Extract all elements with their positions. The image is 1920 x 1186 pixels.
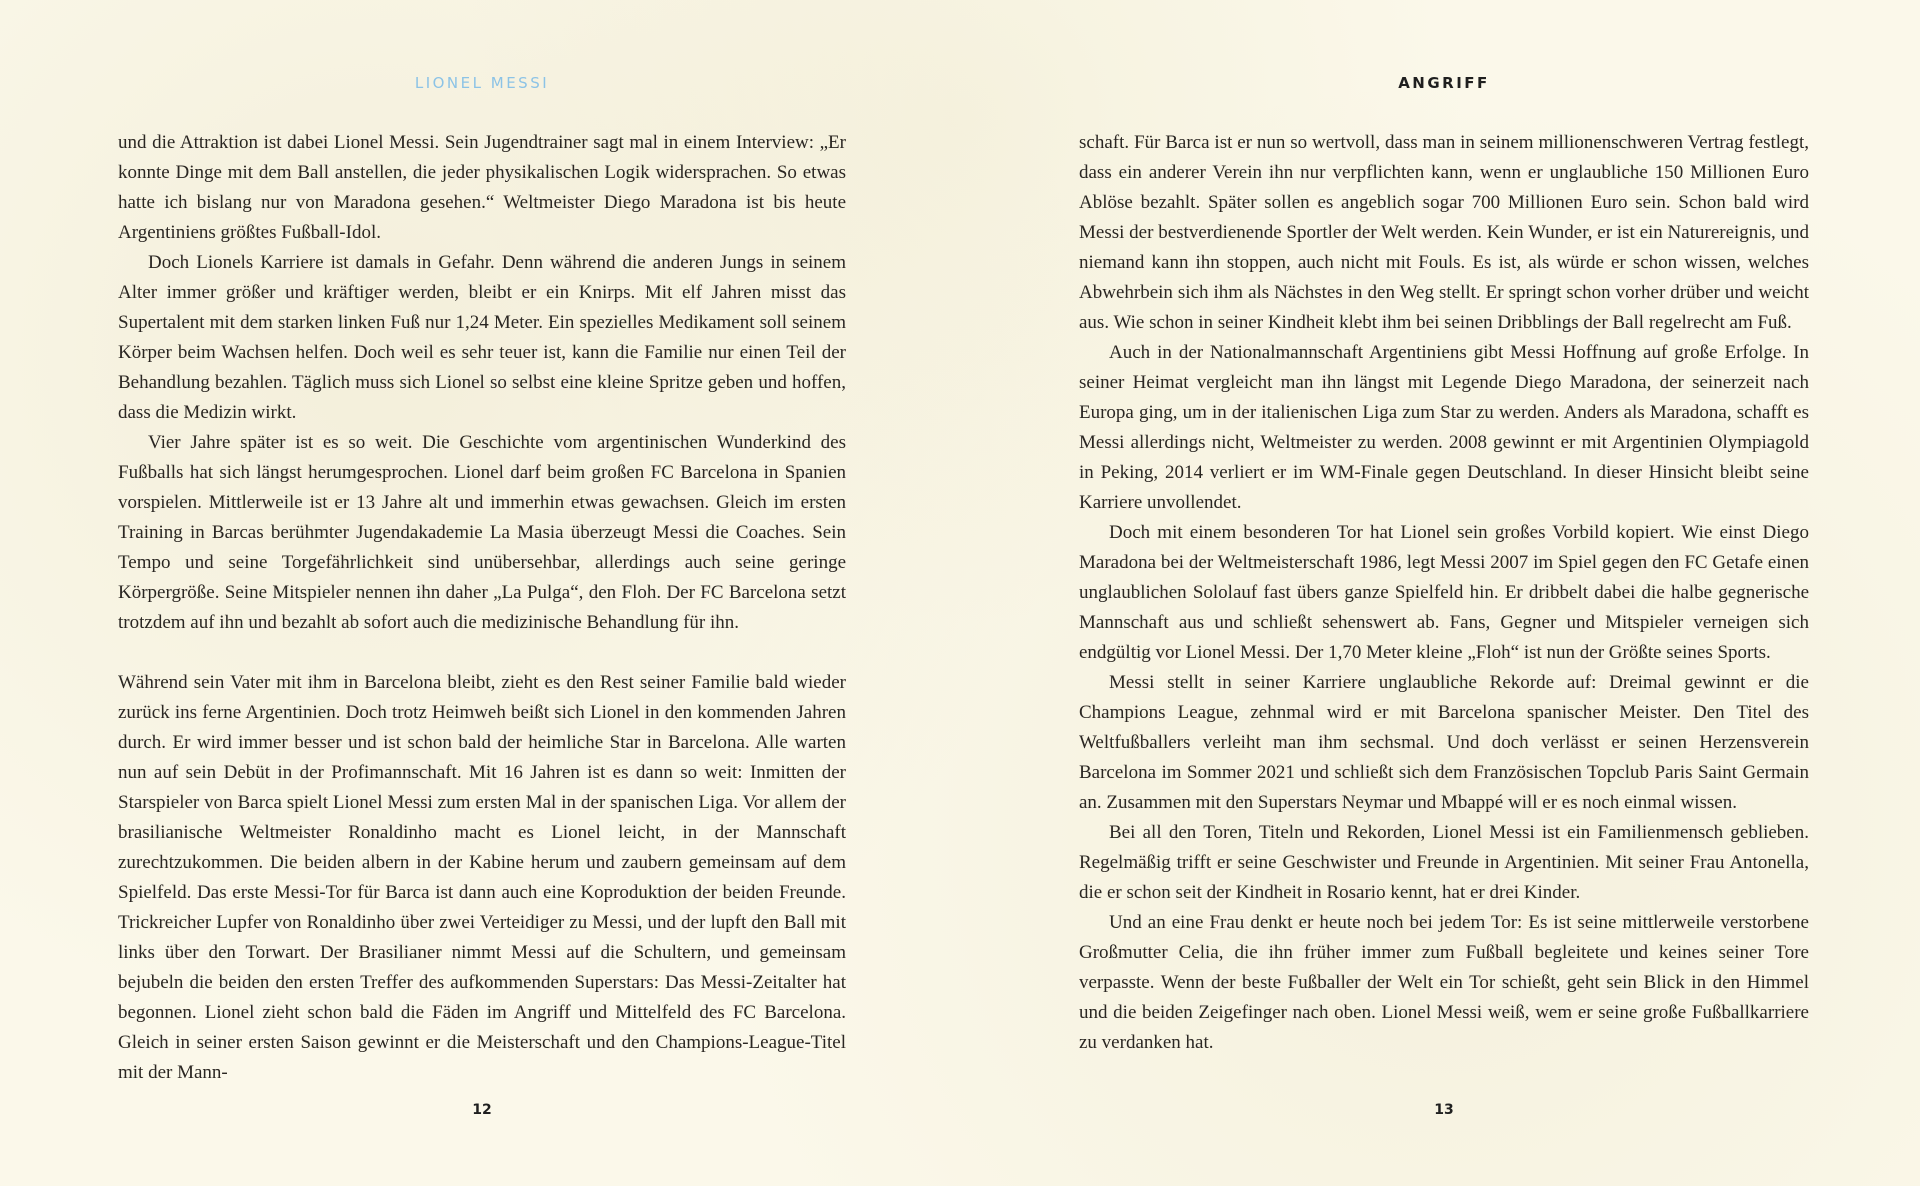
paragraph: schaft. Für Barca ist er nun so wertvoll, dass man in seinem millionenschweren Vertrag festlegt, dass ein anderer Verein ihn nur verpflichten kann, wenn er unglaubliche 150 Millionen Euro Ablöse bezahlt. Später sollen es angeblich sogar 700 Millionen Euro sein. Schon bald wird Messi der bestverdienende Sportler der Welt werden. Kein Wunder, er ist ein Naturereignis, und niemand kann ihn stoppen, auch nicht mit Fouls. Es ist, als würde er schon wissen, welches Abwehrbein sich ihm als Nächstes in den Weg stellt. Er springt schon vorher drüber und weicht aus. Wie schon in seiner Kindheit klebt ihm bei seinen Dribblings der Ball regelrecht am Fuß. bbox=[1079, 132, 1809, 333]
paragraph: Während sein Vater mit ihm in Barcelona bleibt, zieht es den Rest seiner Familie bald wieder zurück ins ferne Argentinien. Doch trotz Heimweh beißt sich Lionel in den kommenden Jahren durch. Er wird immer besser und ist schon bald der heimliche Star in Barcelona. Alle warten nun auf sein Debüt in der Profimannschaft. Mit 16 Jahren ist es dann so weit: Inmitten der Starspieler von Barca spielt Lionel Messi zum ersten Mal in der spanischen Liga. Vor allem der brasilianische Weltmeister Ronaldinho macht es Lionel leicht, in der Mannschaft zurechtzukommen. Die beiden albern in der Kabine herum und zaubern gemeinsam auf dem Spielfeld. Das erste Messi-Tor für Barca ist dann auch eine Koproduktion der beiden Freunde. Trickreicher Lupfer von Ronaldinho über zwei Verteidiger zu Messi, und der lupft den Ball mit links über den Torwart. Der Brasilianer nimmt Messi auf die Schultern, und gemeinsam bejubeln die beiden den ersten Treffer des aufkommenden Superstars: Das Messi-Zeitalter hat begonnen. Lionel zieht schon bald die Fäden im Angriff und Mittelfeld des FC Barcelona. Gleich in seiner ersten Saison gewinnt er die Meisterschaft und den Champions-League-Titel mit der Mann- bbox=[118, 672, 846, 1083]
body-text-right bbox=[1079, 128, 1809, 1058]
paragraph: und die Attraktion ist dabei Lionel Messi. Sein Jugendtrainer sagt mal in einem Interview: „Er konnte Dinge mit dem Ball anstellen, die jeder physikalischen Logik widersprachen. So etwas hatte ich bislang nur von Maradona gesehen.“ Weltmeister Diego Maradona ist bis heute Argentiniens größtes Fußball-Idol. bbox=[118, 132, 846, 243]
page-number-left: 12 bbox=[472, 1102, 492, 1118]
body-text-left bbox=[118, 128, 846, 1088]
page-number-right: 13 bbox=[1434, 1102, 1454, 1118]
paragraph: Doch mit einem besonderen Tor hat Lionel sein großes Vorbild kopiert. Wie einst Diego Maradona bei der Weltmeisterschaft 1986, legt Messi 2007 im Spiel gegen den FC Getafe einen unglaublichen Sololauf fast übers ganze Spielfeld hin. Er dribbelt dabei die halbe gegnerische Mannschaft aus und schließt sehenswert ab. Fans, Gegner und Mitspieler verneigen sich endgültig vor Lionel Messi. Der 1,70 Meter kleine „Floh“ ist nun der Größte seines Sports. bbox=[1079, 522, 1809, 663]
paragraph: Bei all den Toren, Titeln und Rekorden, Lionel Messi ist ein Familienmensch geblieben. Regelmäßig trifft er seine Geschwister und Freunde in Argentinien. Mit seiner Frau Antonella, die er schon seit der Kindheit in Rosario kennt, hat er drei Kinder. bbox=[1079, 822, 1809, 903]
paragraph: Auch in der Nationalmannschaft Argentiniens gibt Messi Hoffnung auf große Erfolge. In seiner Heimat vergleicht man ihn längst mit Legende Diego Maradona, der seinerzeit nach Europa ging, um in der italienischen Liga zum Star zu werden. Anders als Maradona, schafft es Messi allerdings nicht, Weltmeister zu werden. 2008 gewinnt er mit Argentinien Olympiagold in Peking, 2014 verliert er im WM-Finale gegen Deutschland. In dieser Hinsicht bleibt seine Karriere unvollendet. bbox=[1079, 342, 1809, 513]
running-head-left: LIONEL MESSI bbox=[414, 74, 550, 92]
paragraph: Und an eine Frau denkt er heute noch bei jedem Tor: Es ist seine mittlerweile verstorbene Großmutter Celia, die ihn früher immer zum Fußball begleitete und keines seiner Tore verpasste. Wenn der beste Fußballer der Welt ein Tor schießt, geht sein Blick in den Himmel und die beiden Zeigefinger nach oben. Lionel Messi weiß, wem er seine große Fußballkarriere zu verdanken hat. bbox=[1079, 912, 1809, 1053]
right-page bbox=[960, 0, 1920, 1186]
paragraph: Vier Jahre später ist es so weit. Die Geschichte vom argentinischen Wunderkind des Fußballs hat sich längst herumgesprochen. Lionel darf beim großen FC Barcelona in Spanien vorspielen. Mittlerweile ist er 13 Jahre alt und immerhin etwas gewachsen. Gleich im ersten Training in Barcas berühmter Jugendakademie La Masia überzeugt Messi die Coaches. Sein Tempo und seine Torgefährlichkeit sind unübersehbar, allerdings auch seine geringe Körpergröße. Seine Mitspieler nennen ihn daher „La Pulga“, den Floh. Der FC Barcelona setzt trotzdem auf ihn und bezahlt ab sofort auch die medizinische Behandlung für ihn. bbox=[118, 432, 846, 633]
running-head-right: ANGRIFF bbox=[1398, 74, 1490, 92]
paragraph: Messi stellt in seiner Karriere unglaubliche Rekorde auf: Dreimal gewinnt er die Champions League, zehnmal wird er mit Barcelona spanischer Meister. Den Titel des Weltfußballers verleiht man ihm sechsmal. Und doch verlässt er seinen Herzensverein Barcelona im Sommer 2021 und schließt sich dem Französischen Topclub Paris Saint Germain an. Zusammen mit den Superstars Neymar und Mbappé will er es noch einmal wissen. bbox=[1079, 672, 1809, 813]
paragraph: Doch Lionels Karriere ist damals in Gefahr. Denn während die anderen Jungs in seinem Alter immer größer und kräftiger werden, bleibt er ein Knirps. Mit elf Jahren misst das Supertalent mit dem starken linken Fuß nur 1,24 Meter. Ein spezielles Medikament soll seinem Körper beim Wachsen helfen. Doch weil es sehr teuer ist, kann die Familie nur einen Teil der Behandlung bezahlen. Täglich muss sich Lionel so selbst eine kleine Spritze geben und hoffen, dass die Medizin wirkt. bbox=[118, 252, 846, 423]
